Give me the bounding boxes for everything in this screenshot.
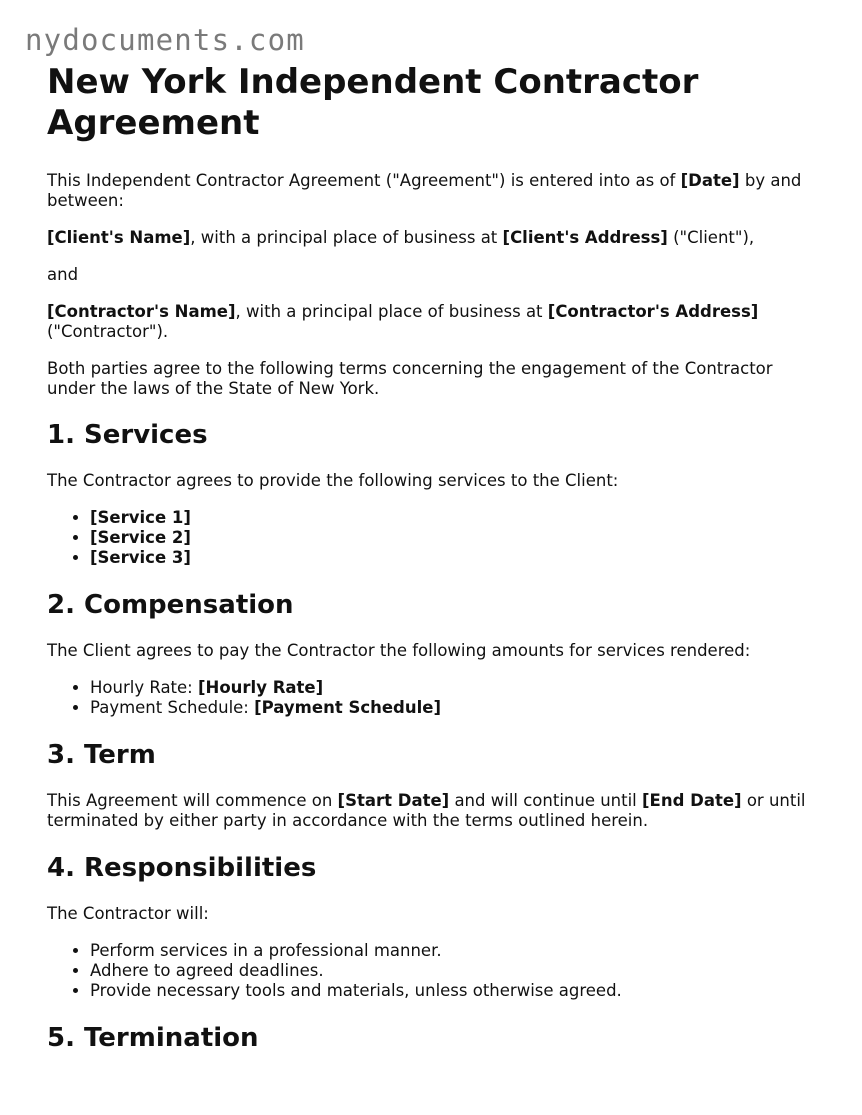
list-item bbox=[90, 678, 807, 698]
list-item: • Perform services in a professional manner. bbox=[90, 941, 807, 961]
services-heading: 1. Services bbox=[47, 420, 208, 450]
start-date-placeholder: [Start Date] bbox=[337, 791, 450, 810]
payment-schedule-label: Payment Schedule: bbox=[90, 698, 255, 717]
both-parties-paragraph: Both parties agree to the following terms concerning the engagement of the Contractor under the laws of the State of New York. bbox=[47, 359, 773, 398]
term-text-3: or until terminated by either party in accordance with the terms outlined herein. bbox=[47, 791, 806, 830]
list-item: • Provide necessary tools and materials, unless otherwise agreed. bbox=[90, 981, 807, 1001]
hourly-rate-placeholder: [Hourly Rate] bbox=[197, 678, 324, 697]
payment-schedule-placeholder: [Payment Schedule] bbox=[254, 698, 441, 717]
intro-text-1: This Independent Contractor Agreement ("Agreement") is entered into as of bbox=[47, 171, 681, 190]
client-name-placeholder: [Client's Name] bbox=[47, 228, 191, 247]
intro-paragraph bbox=[47, 171, 807, 211]
date-placeholder: [Date] bbox=[680, 171, 740, 190]
termination-heading: 5. Termination bbox=[47, 1023, 259, 1053]
document-title: New York Independent Contractor Agreement bbox=[47, 62, 699, 143]
compensation-heading: 2. Compensation bbox=[47, 590, 294, 620]
intro-text-2: by and between: bbox=[47, 171, 802, 210]
document-body bbox=[47, 62, 807, 1053]
list-item bbox=[90, 508, 807, 528]
compensation-lead: The Client agrees to pay the Contractor the following amounts for services rendered: bbox=[47, 641, 751, 660]
service-placeholder: [Service 1] bbox=[90, 508, 191, 527]
list-item: • Adhere to agreed deadlines. bbox=[90, 961, 807, 981]
contractor-address-placeholder: [Contractor's Address] bbox=[547, 302, 759, 321]
responsibilities-lead: The Contractor will: bbox=[47, 904, 209, 923]
services-list bbox=[47, 508, 807, 568]
client-paragraph bbox=[47, 228, 807, 248]
contractor-text-1: , with a principal place of business at bbox=[235, 302, 548, 321]
watermark: nydocuments.com bbox=[25, 23, 305, 57]
contractor-text-2: ("Contractor"). bbox=[47, 322, 169, 341]
contractor-paragraph bbox=[47, 302, 807, 342]
contractor-name-placeholder: [Contractor's Name] bbox=[47, 302, 236, 321]
responsibilities-heading: 4. Responsibilities bbox=[47, 853, 317, 883]
list-item bbox=[90, 548, 807, 568]
list-item bbox=[90, 698, 807, 718]
services-lead: The Contractor agrees to provide the following services to the Client: bbox=[47, 471, 619, 490]
end-date-placeholder: [End Date] bbox=[642, 791, 742, 810]
service-placeholder: [Service 2] bbox=[90, 528, 191, 547]
client-text-2: ("Client"), bbox=[667, 228, 755, 247]
term-text-1: This Agreement will commence on bbox=[47, 791, 338, 810]
list-item bbox=[90, 528, 807, 548]
client-text-1: , with a principal place of business at bbox=[190, 228, 503, 247]
compensation-list bbox=[47, 678, 807, 718]
service-placeholder: [Service 3] bbox=[90, 548, 191, 567]
client-address-placeholder: [Client's Address] bbox=[502, 228, 668, 247]
term-text-2: and will continue until bbox=[449, 791, 643, 810]
term-heading: 3. Term bbox=[47, 740, 156, 770]
hourly-rate-label: Hourly Rate: bbox=[90, 678, 198, 697]
term-paragraph bbox=[47, 791, 807, 831]
responsibilities-list bbox=[47, 941, 807, 1001]
and-paragraph: and bbox=[47, 265, 79, 284]
